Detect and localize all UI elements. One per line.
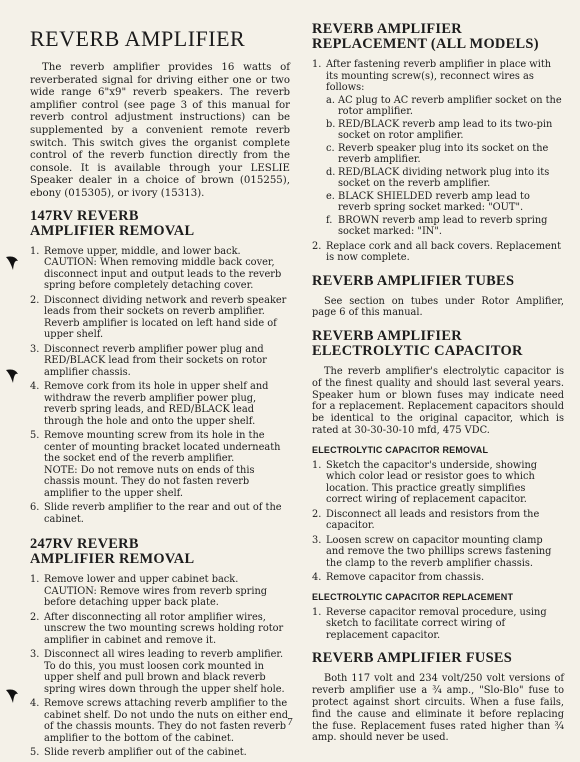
step-item (30, 430, 290, 499)
heading-line: AMPLIFIER REMOVAL (30, 222, 195, 239)
step-number: 1. (312, 59, 322, 70)
step-item (30, 747, 290, 759)
substep-letter: f. (326, 214, 333, 226)
step-number: 3. (30, 649, 40, 661)
step-item (30, 344, 290, 379)
fuses-paragraph: Both 117 volt and 234 volt/250 volt versions of reverb amplifier use a ¾ amp., "Slo-Blo" fuse to protect against short circuits. When a fuse fails, find the cause and eliminate it before replacing the fuse. Replacement fuses rated higher than ¾ amp. should never be used. (312, 673, 564, 744)
substep-text: AC plug to AC reverb amplifier socket on the rotor amplifier. (338, 94, 562, 117)
step-item (312, 535, 564, 570)
section-heading-fuses: REVERB AMPLIFIER FUSES (312, 650, 513, 667)
steps-replacement (312, 59, 564, 264)
step-text: Remove lower and upper cabinet back. (44, 574, 239, 586)
substep-item (326, 119, 564, 142)
step-number: 3. (30, 343, 40, 355)
step-text: Remove cork from its hole in upper shelf and withdraw the reverb amplifier power plug, reverb spring leads, and RED/BLACK lead through the hole and onto the upper shelf. (44, 381, 269, 427)
heading-line: 147RV REVERB (30, 207, 139, 224)
substep-text: BROWN reverb amp lead to reverb spring socket marked: "IN". (338, 214, 548, 237)
intro-paragraph: The reverb amplifier provides 16 watts of reverberated signal for driving either one or two wide range 6"x9" reverb speakers. The reverb amplifier control (see page 3 of this manual for reverb control adjustment instructions) can be supplemented by a convenient remote reverb switch. This switch gives the organist complete control of the reverb function directly from the console. It is available through your LESLIE Speaker dealer in a choice of brown (015255), ebony (015305), or ivory (15313). (30, 62, 290, 199)
substep-letter: a. (326, 94, 335, 106)
step-number: 5. (30, 430, 40, 442)
substep-text: BLACK SHIELDED reverb amp lead to reverb spring socket marked: "OUT". (338, 190, 530, 213)
binder-hole-mark (5, 255, 19, 271)
step-item (312, 241, 564, 264)
page-number: 7 (287, 716, 293, 728)
substep-item (326, 95, 564, 118)
step-text: Disconnect all leads and resistors from the capacitor. (326, 508, 540, 532)
step-number: 1. (312, 459, 322, 471)
step-text: Remove capacitor from chassis. (326, 572, 485, 584)
section-heading-replacement (312, 22, 564, 52)
step-item (30, 381, 290, 427)
step-text: Reverse capacitor removal procedure, using sketch to facilitate correct wiring of replacement capacitor. (326, 606, 547, 641)
step-number: 1. (312, 606, 322, 618)
step-item (312, 59, 564, 238)
step-number: 3. (312, 534, 322, 546)
substep-text: RED/BLACK dividing network plug into its socket on the reverb amplifier. (338, 166, 550, 189)
section-heading-247rv (30, 537, 290, 567)
substep-text: RED/BLACK reverb amp lead to its two-pin socket on rotor amplifier. (338, 118, 553, 141)
step-text: Loosen screw on capacitor mounting clamp and remove the two phillips screws fastening the clamp to the reverb amplifier chassis. (326, 534, 552, 569)
step-text: Disconnect reverb amplifier power plug and RED/BLACK lead from their sockets on rotor amplifier chassis. (44, 343, 267, 378)
step-text: Remove mounting screw from its hole in the center of mounting bracket located underneath the socket end of the reverb amplifier. (44, 430, 281, 465)
step-note: NOTE: Do not remove nuts on ends of this chassis mount. They do not fasten reverb amplifier to the upper shelf. (44, 464, 255, 499)
step-number: 2. (30, 294, 40, 306)
substep-item (326, 143, 564, 166)
step-number: 4. (312, 572, 322, 584)
heading-line: REPLACEMENT (ALL MODELS) (312, 36, 539, 52)
step-item (30, 649, 290, 695)
steps-cap-removal (312, 460, 564, 584)
step-number: 4. (30, 381, 40, 393)
step-number: 2. (30, 611, 40, 623)
step-text: Slide reverb amplifier to the rear and out of the cabinet. (44, 502, 282, 525)
substep-letter: e. (326, 190, 335, 202)
page-title: REVERB AMPLIFIER (30, 26, 246, 51)
step-item (30, 295, 290, 341)
step-item (30, 574, 290, 609)
steps-247rv (30, 574, 290, 759)
steps-cap-replacement (312, 607, 564, 642)
substep-letter: b. (326, 118, 336, 130)
steps-147rv (30, 246, 290, 526)
step-item (312, 607, 564, 642)
substep-letter: d. (326, 166, 336, 178)
step-text: After disconnecting all rotor amplifier wires, unscrew the two mounting screws holding rotor amplifier in cabinet and remove it. (44, 611, 284, 646)
step-item (30, 246, 290, 292)
step-text: Disconnect dividing network and reverb speaker leads from their sockets on reverb amplifier. Reverb amplifier is located on left hand side of upper shelf. (44, 294, 287, 341)
step-text: Replace cork and all back covers. Replacement is now complete. (326, 240, 562, 263)
substep-item (326, 167, 564, 190)
step-text: Sketch the capacitor's underside, showing which color lead or resistor goes to which location. This practice greatly simplifies correct wiring of replacement capacitor. (326, 459, 538, 506)
section-heading-147rv (30, 209, 290, 239)
step-item (312, 460, 564, 506)
step-note: CAUTION: When removing middle back cover, disconnect input and output leads to the reverb spring before completely detaching cover. (44, 257, 282, 292)
binder-hole-mark (5, 368, 19, 384)
substeps-list (326, 95, 564, 238)
step-number: 4. (30, 698, 40, 710)
step-item (30, 612, 290, 647)
step-item (30, 502, 290, 525)
step-text: After fastening reverb amplifier in place with its mounting screw(s), reconnect wires as follows: (326, 59, 552, 93)
heading-line: 247RV REVERB (30, 536, 139, 553)
section-heading-tubes: REVERB AMPLIFIER TUBES (312, 272, 515, 289)
substep-item (326, 191, 564, 214)
section-heading-electrolytic (312, 329, 564, 359)
left-column (30, 26, 290, 762)
subheading-cap-replacement: ELECTROLYTIC CAPACITOR REPLACEMENT (312, 591, 514, 602)
step-text: Remove upper, middle, and lower back. (44, 245, 241, 257)
subheading-cap-removal: ELECTROLYTIC CAPACITOR REMOVAL (312, 444, 489, 455)
step-number: 2. (312, 508, 322, 520)
step-item (312, 572, 564, 584)
heading-line: AMPLIFIER REMOVAL (30, 551, 195, 568)
step-item (312, 509, 564, 532)
step-text: Disconnect all wires leading to reverb amplifier. To do this, you must loosen cork mounted in upper shelf and pull brown and black reverb spring wires down through the upper shelf hole. (44, 649, 285, 695)
substep-letter: c. (326, 142, 335, 154)
step-number: 1. (30, 245, 40, 257)
binder-hole-mark (5, 688, 19, 704)
step-number: 6. (30, 502, 40, 514)
substep-text: Reverb speaker plug into its socket on the reverb amplifier. (338, 142, 549, 165)
step-number: 2. (312, 240, 322, 252)
step-text: Remove screws attaching reverb amplifier to the cabinet shelf. Do not undo the nuts on either end of the chassis mounts. They do not fasten reverb amplifier to the bottom of the cabinet. (44, 698, 289, 744)
substep-item (326, 215, 564, 238)
heading-line: ELECTROLYTIC CAPACITOR (312, 343, 523, 360)
step-text: Slide reverb amplifier out of the cabinet. (44, 747, 247, 759)
step-note: CAUTION: Remove wires from reverb spring before detaching upper back plate. (44, 585, 268, 609)
step-number: 5. (30, 747, 40, 759)
heading-line: REVERB AMPLIFIER (312, 21, 462, 37)
right-column (312, 22, 564, 748)
heading-line: REVERB AMPLIFIER (312, 328, 462, 345)
electrolytic-paragraph: The reverb amplifier's electrolytic capacitor is of the finest quality and should last several years. Speaker hum or blown fuses may indicate need for a replacement. Replacement capacitors should be identical to the original capacitor, which is rated at 30-30-30-10 mfd, 475 VDC. (312, 366, 564, 437)
tubes-paragraph: See section on tubes under Rotor Amplifier, page 6 of this manual. (312, 295, 564, 319)
step-number: 1. (30, 574, 40, 586)
